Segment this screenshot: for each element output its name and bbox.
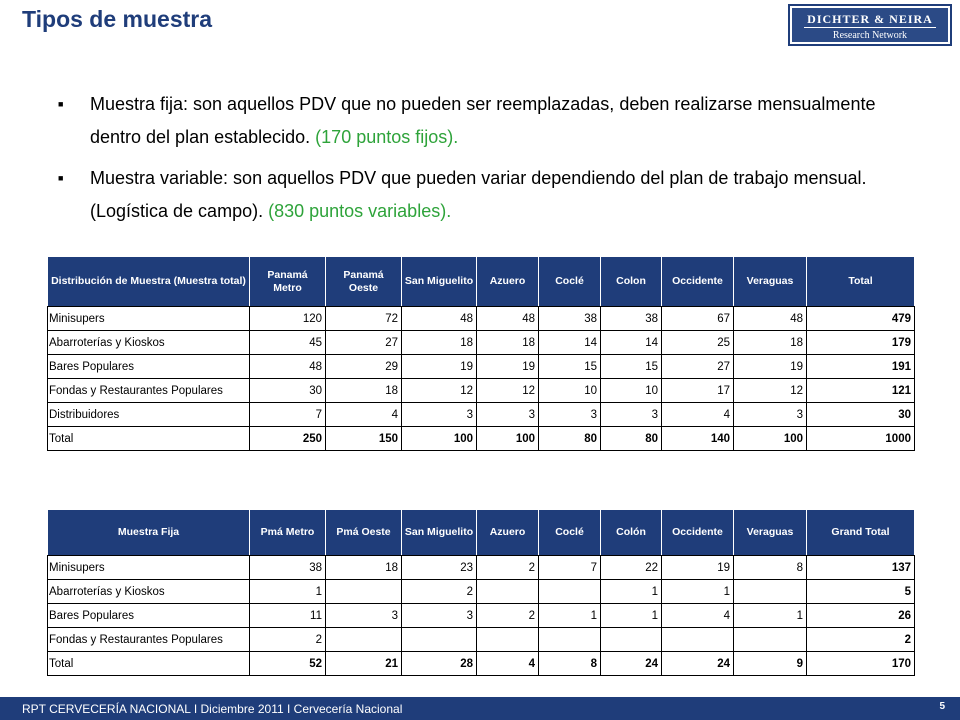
table-cell: 1	[734, 604, 807, 628]
table-cell: 3	[477, 403, 539, 427]
table-cell: 137	[807, 556, 915, 580]
row-label: Abarroterías y Kioskos	[48, 580, 250, 604]
page-number: 5	[939, 701, 945, 712]
table-cell: 100	[402, 427, 477, 451]
table-cell: 179	[807, 331, 915, 355]
bullet-main-text: Muestra variable: son aquellos PDV que pueden variar dependiendo del plan de trabajo mensual. (Logística de campo).	[90, 168, 867, 221]
column-header: Pmá Metro	[250, 510, 326, 556]
table-row	[48, 331, 915, 355]
table-cell: 2	[402, 580, 477, 604]
table-cell: 48	[477, 307, 539, 331]
table-cell: 10	[601, 379, 662, 403]
table-cell: 4	[662, 604, 734, 628]
footer-text: RPT CERVECERÍA NACIONAL I Diciembre 2011 I Cervecería Nacional	[22, 702, 403, 716]
table-cell: 27	[326, 331, 402, 355]
table-cell: 8	[734, 556, 807, 580]
table-cell: 52	[250, 652, 326, 676]
row-label: Fondas y Restaurantes Populares	[48, 379, 250, 403]
table-cell: 15	[601, 355, 662, 379]
column-header: Colón	[601, 510, 662, 556]
bullet-list	[58, 88, 918, 236]
table-cell: 26	[807, 604, 915, 628]
company-logo	[788, 4, 952, 46]
bullet-text	[90, 88, 918, 154]
table-cell: 7	[250, 403, 326, 427]
table-cell: 48	[402, 307, 477, 331]
column-header: Veraguas	[734, 510, 807, 556]
table-cell: 18	[326, 379, 402, 403]
table-cell: 2	[477, 556, 539, 580]
table-cell: 170	[807, 652, 915, 676]
table-cell: 18	[734, 331, 807, 355]
row-label: Total	[48, 652, 250, 676]
table-cell: 67	[662, 307, 734, 331]
bullet-item	[58, 162, 918, 228]
table-cell: 12	[734, 379, 807, 403]
table-cell	[539, 628, 601, 652]
table-cell: 8	[539, 652, 601, 676]
table-cell: 12	[477, 379, 539, 403]
table-cell: 120	[250, 307, 326, 331]
row-label: Fondas y Restaurantes Populares	[48, 628, 250, 652]
column-header: Veraguas	[734, 257, 807, 307]
table-cell: 19	[734, 355, 807, 379]
table-cell	[326, 628, 402, 652]
column-header: Azuero	[477, 257, 539, 307]
column-header: Coclé	[539, 257, 601, 307]
column-header: Pmá Oeste	[326, 510, 402, 556]
table-cell	[326, 580, 402, 604]
table-cell: 140	[662, 427, 734, 451]
table-cell: 25	[662, 331, 734, 355]
table-cell: 11	[250, 604, 326, 628]
square-bullet-icon: ■	[58, 99, 64, 109]
table-cell: 2	[250, 628, 326, 652]
table-cell	[734, 580, 807, 604]
logo-line2: Research Network	[832, 30, 908, 41]
logo-line1: DICHTER & NEIRA	[807, 12, 933, 26]
table-cell: 72	[326, 307, 402, 331]
table-cell: 38	[601, 307, 662, 331]
table-cell: 24	[601, 652, 662, 676]
fixed-sample-table	[47, 509, 915, 676]
table-cell: 80	[539, 427, 601, 451]
bullet-text	[90, 162, 918, 228]
table-cell	[601, 628, 662, 652]
table-cell	[477, 580, 539, 604]
table-cell: 3	[539, 403, 601, 427]
table-row	[48, 556, 915, 580]
table-cell: 100	[477, 427, 539, 451]
table-cell	[662, 628, 734, 652]
table-row	[48, 355, 915, 379]
table-cell: 48	[734, 307, 807, 331]
column-header: Muestra Fija	[48, 510, 250, 556]
table-cell: 38	[250, 556, 326, 580]
table-cell: 100	[734, 427, 807, 451]
table-row	[48, 628, 915, 652]
table-cell: 3	[402, 604, 477, 628]
table-cell: 22	[601, 556, 662, 580]
column-header: Azuero	[477, 510, 539, 556]
column-header: Occidente	[662, 257, 734, 307]
table-cell	[477, 628, 539, 652]
row-label: Distribuidores	[48, 403, 250, 427]
sample-distribution-table	[47, 256, 915, 451]
bullet-highlight: (170 puntos fijos).	[315, 127, 459, 147]
table-header-row	[48, 510, 915, 556]
column-header: Panamá Metro	[250, 257, 326, 307]
logo-divider	[804, 27, 936, 28]
table-cell: 18	[402, 331, 477, 355]
table-cell: 4	[326, 403, 402, 427]
table-cell: 3	[601, 403, 662, 427]
table-cell: 19	[477, 355, 539, 379]
table-cell: 15	[539, 355, 601, 379]
column-header: Colon	[601, 257, 662, 307]
bullet-item	[58, 88, 918, 154]
table-cell: 1	[601, 580, 662, 604]
column-header: Distribución de Muestra (Muestra total)	[48, 257, 250, 307]
column-header: Occidente	[662, 510, 734, 556]
row-label: Bares Populares	[48, 604, 250, 628]
row-label: Minisupers	[48, 307, 250, 331]
table-cell: 14	[539, 331, 601, 355]
table-cell: 19	[662, 556, 734, 580]
table-row	[48, 427, 915, 451]
table-cell: 19	[402, 355, 477, 379]
table-cell: 1	[601, 604, 662, 628]
table-cell: 7	[539, 556, 601, 580]
table-cell: 12	[402, 379, 477, 403]
table-cell	[402, 628, 477, 652]
table-cell: 479	[807, 307, 915, 331]
table-cell: 14	[601, 331, 662, 355]
column-header: Grand Total	[807, 510, 915, 556]
table-cell: 2	[807, 628, 915, 652]
table-cell: 38	[539, 307, 601, 331]
table-cell: 28	[402, 652, 477, 676]
bullet-main-text: Muestra fija: son aquellos PDV que no pueden ser reemplazadas, deben realizarse mensualmente dentro del plan establecido.	[90, 94, 876, 147]
table-cell: 1	[539, 604, 601, 628]
table-row	[48, 379, 915, 403]
table-cell: 18	[477, 331, 539, 355]
table-cell: 30	[250, 379, 326, 403]
table-row	[48, 403, 915, 427]
table-cell: 23	[402, 556, 477, 580]
column-header: San Miguelito	[402, 257, 477, 307]
table-cell: 121	[807, 379, 915, 403]
table-cell: 48	[250, 355, 326, 379]
row-label: Minisupers	[48, 556, 250, 580]
table-cell: 29	[326, 355, 402, 379]
row-label: Total	[48, 427, 250, 451]
table-cell: 21	[326, 652, 402, 676]
table-row	[48, 604, 915, 628]
table-cell: 3	[734, 403, 807, 427]
table-row	[48, 652, 915, 676]
column-header: Coclé	[539, 510, 601, 556]
table-cell: 1000	[807, 427, 915, 451]
table-cell: 17	[662, 379, 734, 403]
table-cell: 27	[662, 355, 734, 379]
table-cell: 4	[662, 403, 734, 427]
row-label: Abarroterías y Kioskos	[48, 331, 250, 355]
table-cell: 4	[477, 652, 539, 676]
page-title: Tipos de muestra	[22, 6, 213, 32]
table-header-row	[48, 257, 915, 307]
table-cell: 9	[734, 652, 807, 676]
table-cell: 3	[326, 604, 402, 628]
table-cell: 18	[326, 556, 402, 580]
column-header: Total	[807, 257, 915, 307]
footer-bar	[0, 697, 960, 720]
table-cell: 191	[807, 355, 915, 379]
row-label: Bares Populares	[48, 355, 250, 379]
table-cell: 250	[250, 427, 326, 451]
table-cell: 10	[539, 379, 601, 403]
table-cell: 1	[250, 580, 326, 604]
square-bullet-icon: ■	[58, 173, 64, 183]
table-cell: 45	[250, 331, 326, 355]
table-cell: 1	[662, 580, 734, 604]
column-header: Panamá Oeste	[326, 257, 402, 307]
table-cell: 2	[477, 604, 539, 628]
table-cell: 3	[402, 403, 477, 427]
table-cell: 30	[807, 403, 915, 427]
table-cell	[539, 580, 601, 604]
table-row	[48, 307, 915, 331]
table-cell	[734, 628, 807, 652]
table-cell: 24	[662, 652, 734, 676]
table-cell: 150	[326, 427, 402, 451]
column-header: San Miguelito	[402, 510, 477, 556]
table-row	[48, 580, 915, 604]
table-cell: 5	[807, 580, 915, 604]
bullet-highlight: (830 puntos variables).	[268, 201, 452, 221]
table-cell: 80	[601, 427, 662, 451]
